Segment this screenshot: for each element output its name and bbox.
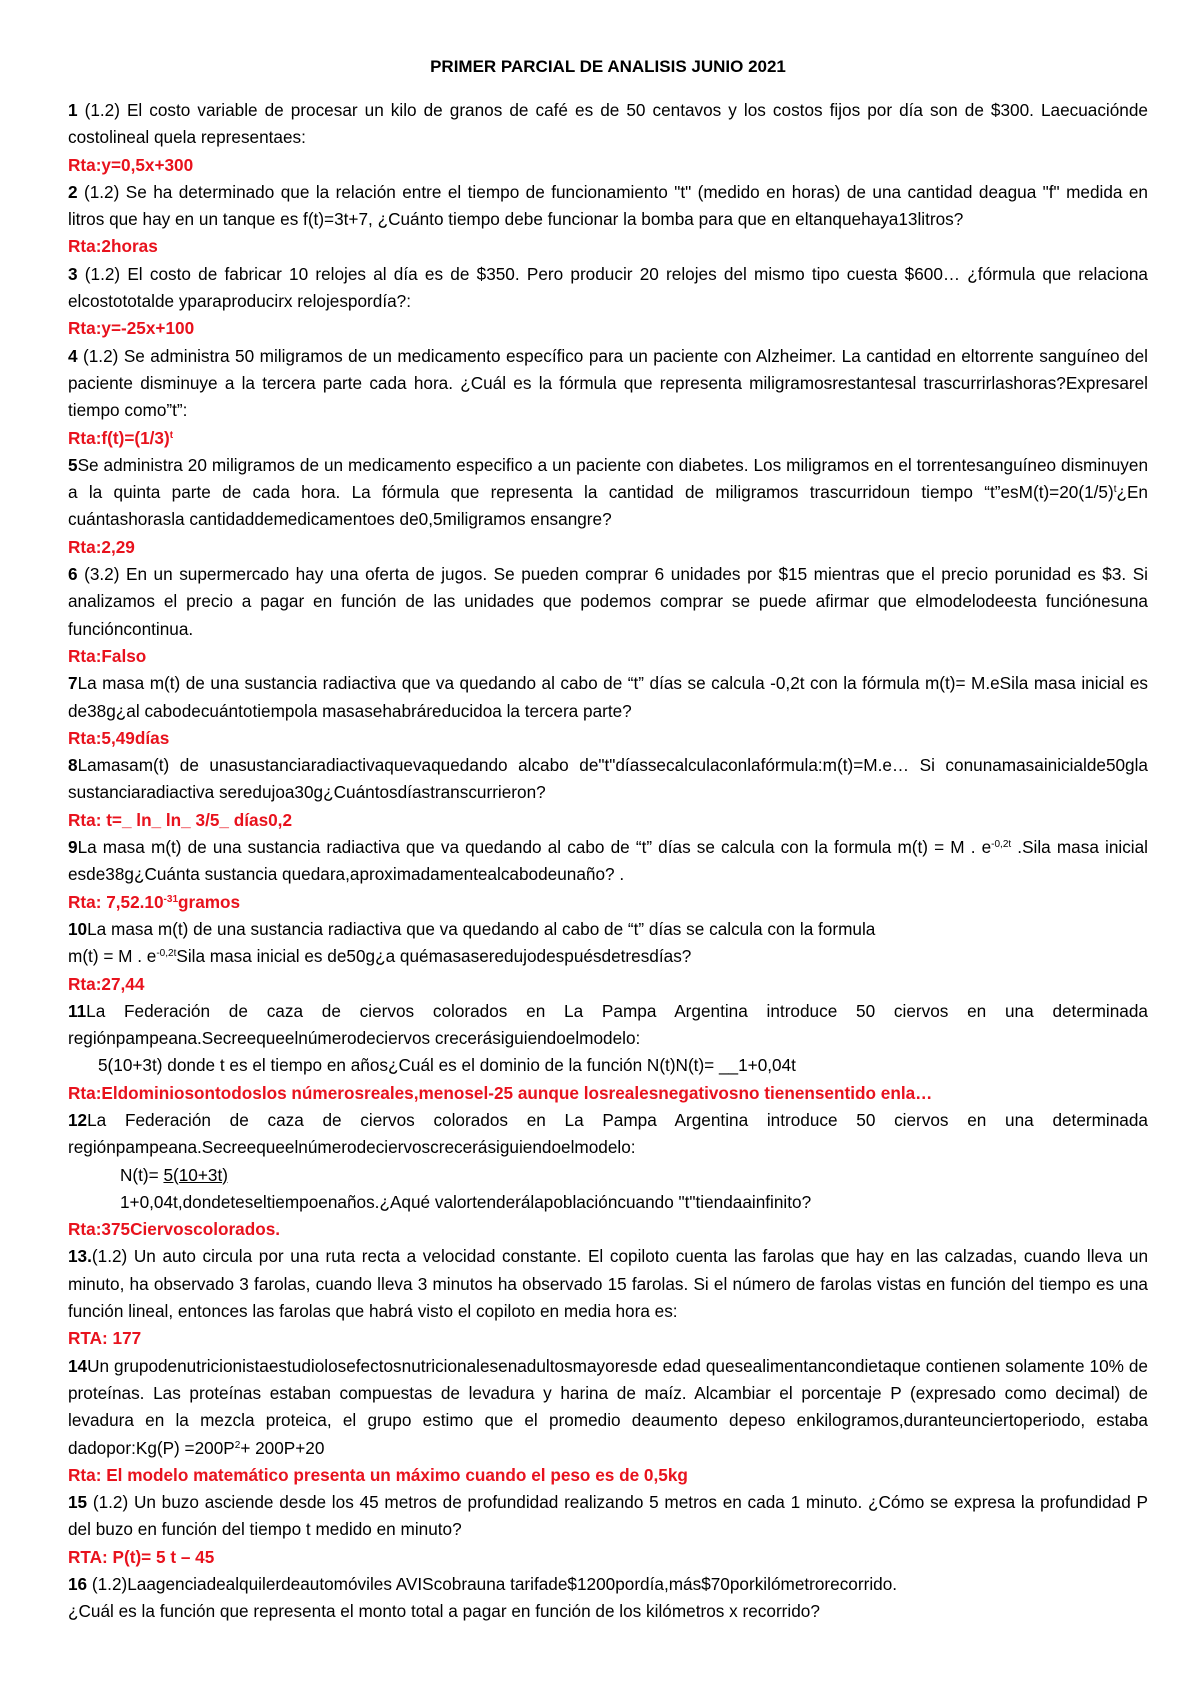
question-number: 16 (68, 1574, 88, 1595)
question-11 (68, 998, 1148, 1053)
question-text-cont: .Sila masa inicial esde38g¿Cuánta sustancia quedara,aproximadamentealcabodeunaño? . (68, 837, 1148, 885)
question-number: 10 (68, 918, 88, 939)
question-1 (68, 97, 1148, 152)
question-number: 8 (68, 755, 78, 776)
answer-text: Rta:f(t)=(1/3) (68, 427, 170, 448)
answer-7: Rta:5,49días (68, 727, 170, 748)
question-10-formula (68, 943, 1148, 970)
question-number: 2 (68, 181, 78, 202)
answer-8: Rta: t=_ ln_ ln_ 3/5_ días0,2 (68, 809, 293, 830)
question-number: 13. (68, 1246, 92, 1267)
answer-11: Rta:Eldominiosontodoslos númerosreales,menosel-25 aunque losrealesnegativosno tienensentido enla… (68, 1082, 933, 1103)
question-10 (68, 916, 1148, 943)
formula-numerator: 5(10+3t) (163, 1164, 228, 1185)
answer-unit: gramos (178, 891, 241, 912)
answer-9 (68, 889, 1148, 916)
question-text: Se administra 20 miligramos de un medicamento especifico a un paciente con diabetes. Los miligramos en el torrentesanguíneo disminuyen a la quinta parte de cada hora. La fórmula que representa la cantidad de miligramos trascurridoun tiempo “t”esM(t)=20(1/5) (68, 454, 1148, 503)
question-9 (68, 834, 1148, 889)
question-12-formula-denominator: 1+0,04t,dondeteseltiempoenaños.¿Aqué valortenderálapoblacióncuando "t"tiendaainfinito? (120, 1191, 812, 1212)
question-16 (68, 1571, 1148, 1598)
question-text: La masa m(t) de una sustancia radiactiva que va quedando al cabo de “t” días se calcula con la formula m(t) = M . e (77, 837, 992, 858)
document-title: PRIMER PARCIAL DE ANALISIS JUNIO 2021 (430, 57, 786, 76)
question-number: 11 (68, 1000, 87, 1021)
question-3 (68, 261, 1148, 316)
question-number: 3 (68, 263, 78, 284)
question-number: 4 (68, 345, 78, 366)
answer-10: Rta:27,44 (68, 973, 145, 994)
question-11-formula: 5(10+3t) donde t es el tiempo en años¿Cuál es el dominio de la función N(t)N(t)= __1+0,04t (98, 1055, 796, 1076)
question-text-cont: ¿En cuántashorasla cantidaddemedicamentoes de0,5miligramos ensangre? (68, 482, 1148, 530)
answer-13: RTA: 177 (68, 1328, 142, 1349)
question-text: (1.2) Un auto circula por una ruta recta a velocidad constante. El copiloto cuenta las farolas que hay en las calzadas, cuando lleva un minuto, ha observado 3 farolas, cuando lleva 3 minutos ha observado 15 farolas. Si el número de farolas vistas en función del tiempo es una función lineal, entonces las farolas que habrá visto el copiloto en media hora es: (68, 1246, 1148, 1322)
exponent: t (1113, 484, 1117, 496)
answer-exponent: t (169, 429, 174, 441)
formula-lhs: N(t)= (120, 1164, 164, 1185)
question-15 (68, 1489, 1148, 1544)
question-text: Un grupodenutricionistaestudiolosefectosnutricionalesenadultosmayoresde edad quesealimentancondietaque contienen solamente 10% de proteínas. Las proteínas estaban compuestas de levadura y harina de maíz. Alcambiar el porcentaje P (expresado como decimal) de levadura en la mezcla proteica, el grupo estimo que el promedio deaumento depeso enkilogramos,duranteunciertoperiodo, estaba dadopor:Kg(P) =200P (68, 1355, 1148, 1458)
question-text: (3.2) En un supermercado hay una oferta de jugos. Se pueden comprar 6 unidades por $15 mientras que el precio porunidad es $3. Si analizamos el precio a pagar en función de las unidades que podemos comprar se puede afirmar que elmodelodeesta funciónesuna funcióncontinua. (68, 564, 1148, 639)
question-number: 15 (68, 1492, 88, 1513)
question-7 (68, 670, 1148, 725)
answer-3: Rta:y=-25x+100 (68, 318, 195, 339)
answer-14: Rta: El modelo matemático presenta un máximo cuando el peso es de 0,5kg (68, 1464, 688, 1485)
answer-1: Rta:y=0,5x+300 (68, 154, 194, 175)
question-number: 5 (68, 454, 78, 475)
question-text: La Federación de caza de ciervos colorados en La Pampa Argentina introduce 50 ciervos en una determinada regiónpampeana.Secreequeelnúmerodeciervos crecerásiguiendoelmodelo: (68, 1000, 1148, 1049)
formula-text: m(t) = M . e (68, 946, 157, 967)
question-12-formula (68, 1162, 1148, 1189)
question-12 (68, 1107, 1148, 1162)
answer-4 (68, 425, 1148, 452)
exponent: 2 (234, 1439, 241, 1451)
question-text: (1.2) El costo de fabricar 10 relojes al día es de $350. Pero producir 20 relojes del mismo tipo cuesta $600… ¿fórmula que relaciona elcostototalde yparaproducirx relojespordía?: (68, 263, 1148, 312)
question-2 (68, 179, 1148, 234)
exponent: -0,2t (991, 839, 1012, 851)
answer-5: Rta:2,29 (68, 536, 135, 557)
question-text: (1.2)Laagenciadealquilerdeautomóviles AVIScobrauna tarifade$1200pordía,más$70porkilómetrorecorrido. (87, 1574, 898, 1595)
question-16-cont: ¿Cuál es la función que representa el monto total a pagar en función de los kilómetros x recorrido? (68, 1601, 820, 1622)
question-5 (68, 452, 1148, 534)
question-text: Lamasam(t) de unasustanciaradiactivaquevaquedando alcabo de"t"díassecalculaconlafórmula:m(t)=M.e… Si conunamasainicialde50gla sustanciaradiactiva seredujoa30g¿Cuántosdíastranscurrieron? (68, 755, 1148, 803)
question-number: 6 (68, 564, 78, 585)
question-text: La masa m(t) de una sustancia radiactiva que va quedando al cabo de “t” días se calcula con la formula (87, 918, 876, 939)
question-4 (68, 343, 1148, 425)
question-number: 7 (68, 673, 78, 694)
question-text-cont: Sila masa inicial es de50g¿a quémasaseredujodespuésdetresdías? (176, 946, 692, 967)
question-text: (1.2) Un buzo asciende desde los 45 metros de profundidad realizando 5 metros en cada 1 minuto. ¿Cómo se expresa la profundidad P del buzo en función del tiempo t medido en minuto? (68, 1492, 1148, 1540)
question-14 (68, 1353, 1148, 1462)
question-text: (1.2) Se ha determinado que la relación entre el tiempo de funcionamiento "t" (medido en horas) de una cantidad deagua "f" medida en litros que hay en un tanque es f(t)=3t+7, ¿Cuánto tiempo debe funcionar la bomba para que en eltanquehaya13litros? (68, 181, 1148, 230)
question-8 (68, 752, 1148, 807)
question-number: 9 (68, 837, 78, 858)
answer-2: Rta:2horas (68, 236, 158, 257)
question-text: (1.2) El costo variable de procesar un kilo de granos de café es de 50 centavos y los costos fijos por día son de $300. Laecuaciónde costolineal quela representaes: (68, 100, 1148, 148)
question-number: 1 (68, 100, 78, 120)
exponent: -0,2t (156, 948, 177, 960)
question-text: La masa m(t) de una sustancia radiactiva que va quedando al cabo de “t” días se calcula -0,2t con la fórmula m(t)= M.eSila masa inicial es de38g¿al cabodecuántotiempola masasehabráreducidoa la tercera parte? (68, 673, 1148, 721)
question-number: 14 (68, 1355, 88, 1376)
answer-text: Rta: 7,52.10 (68, 891, 164, 912)
question-number: 12 (68, 1109, 88, 1130)
answer-exponent: -31 (163, 893, 178, 905)
answer-12: Rta:375Ciervoscolorados. (68, 1219, 281, 1240)
question-text: La Federación de caza de ciervos colorados en La Pampa Argentina introduce 50 ciervos en una determinada regiónpampeana.Secreequeelnúmerodeciervoscrecerásiguiendoelmodelo: (68, 1109, 1148, 1158)
answer-6: Rta:Falso (68, 645, 147, 666)
question-text-cont: + 200P+20 (240, 1437, 325, 1458)
question-6 (68, 561, 1148, 643)
question-13 (68, 1243, 1148, 1325)
question-text: (1.2) Se administra 50 miligramos de un medicamento específico para un paciente con Alzheimer. La cantidad en eltorrente sanguíneo del paciente disminuye a la tercera parte cada hora. ¿Cuál es la fórmula que representa miligramosrestantesal trascurrirlashoras?Expresarel tiempo como”t”: (68, 345, 1148, 421)
answer-15: RTA: P(t)= 5 t – 45 (68, 1546, 215, 1567)
